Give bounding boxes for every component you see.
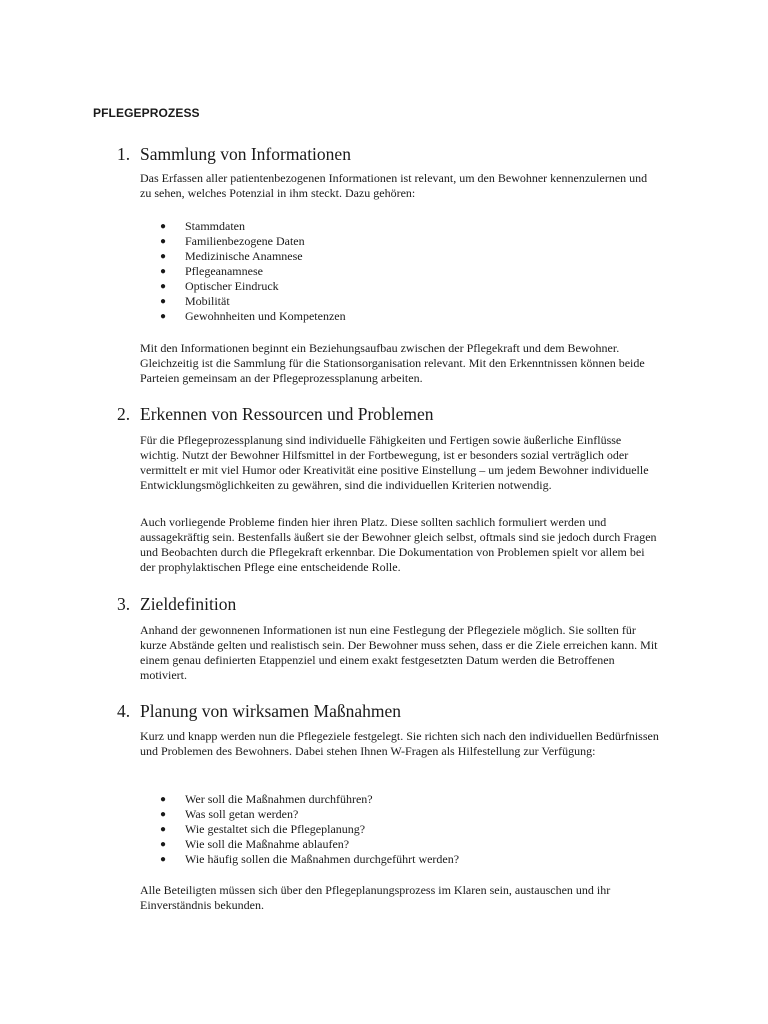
section-2-number: 2. [117, 404, 131, 424]
list-item: ● Optischer Eindruck [160, 279, 279, 293]
section-4-intro: Kurz und knapp werden nun die Pflegeziele festgelegt. Sie richten sich nach den individuellen Bedürfnissen und Problemen des Bewohners. Dabei stehen Ihnen W-Fragen als Hilfestellung zur Verfügung: [140, 729, 659, 758]
bullet-icon: ● [160, 281, 167, 292]
list-item: ● Pflegeanamnese [160, 264, 263, 278]
bullet-icon: ● [160, 251, 167, 262]
list-item: ● Familienbezogene Daten [160, 234, 305, 248]
bullet-icon: ● [160, 296, 167, 307]
section-1-intro: Das Erfassen aller patientenbezogenen Informationen ist relevant, um den Bewohner kennenzulernen und zu sehen, welches Potenzial in ihm steckt. Dazu gehören: [140, 171, 648, 200]
section-3-title: Zieldefinition [140, 594, 237, 614]
section-1-heading [117, 143, 351, 165]
bullet-icon: ● [160, 266, 167, 277]
bullet-icon: ● [160, 236, 167, 247]
section-1-bullet-list [140, 219, 346, 324]
section-3-heading [117, 593, 236, 615]
bullet-icon: ● [160, 854, 167, 865]
list-item: ● Gewohnheiten und Kompetenzen [160, 309, 346, 323]
bullet-icon: ● [160, 839, 167, 850]
section-3-paragraph: Anhand der gewonnenen Informationen ist nun eine Festlegung der Pflegeziele möglich. Sie sollten für kurze Abstände gelten und realistisch sein. Der Bewohner muss sehen, dass er die Ziele erreichen kann. Mit einem genau definierten Etappenziel und einem exakt festgesetzten Datum werden die Betroffenen motiviert. [140, 623, 658, 682]
bullet-icon: ● [160, 221, 167, 232]
section-2-heading [117, 403, 434, 425]
section-4-bullet-list [140, 792, 459, 867]
list-item: ● Wie soll die Maßnahme ablaufen? [160, 837, 350, 851]
section-1-number: 1. [117, 144, 131, 164]
document-title: PFLEGEPROZESS [93, 106, 200, 120]
section-2-title: Erkennen von Ressourcen und Problemen [140, 404, 434, 424]
list-item: ● Wie gestaltet sich die Pflegeplanung? [160, 822, 366, 836]
section-2-paragraph-2: Auch vorliegende Probleme finden hier ihren Platz. Diese sollten sachlich formuliert werden und aussagekräftig sein. Bestenfalls äußert sie der Bewohner gleich selbst, oftmals sind sie jedoch durch Fragen und Beobachten durch die Pflegekraft erkennbar. Die Dokumentation von Problemen spielt vor allem bei der prophylaktischen Pflege eine entscheidende Rolle. [140, 515, 657, 574]
section-1-title: Sammlung von Informationen [140, 144, 351, 164]
list-item: ● Mobilität [160, 294, 230, 308]
bullet-icon: ● [160, 809, 167, 820]
list-item: ● Medizinische Anamnese [160, 249, 303, 263]
list-item: ● Was soll getan werden? [160, 807, 299, 821]
bullet-icon: ● [160, 824, 167, 835]
list-item: ● Stammdaten [160, 219, 245, 233]
bullet-icon: ● [160, 311, 167, 322]
list-item: ● Wer soll die Maßnahmen durchführen? [160, 792, 373, 806]
section-4-number: 4. [117, 701, 131, 721]
section-3-number: 3. [117, 594, 131, 614]
section-1-outro: Mit den Informationen beginnt ein Beziehungsaufbau zwischen der Pflegekraft und dem Bewohner. Gleichzeitig ist die Sammlung für die Stationsorganisation relevant. Mit den Erkenntnissen können beide Parteien gemeinsam an der Pflegeprozessplanung arbeiten. [140, 341, 645, 385]
section-2-paragraph-1: Für die Pflegeprozessplanung sind individuelle Fähigkeiten und Fertigen sowie äußerliche Einflüsse wichtig. Nutzt der Bewohner Hilfsmittel in der Fortbewegung, ist er besonders sozial verträglich oder vermittelt er mit viel Humor oder Kreativität eine positive Einstellung – um jedem Bewohner individuelle Entwicklungsmöglichkeiten zu gewähren, sind die individuellen Kriterien notwendig. [140, 433, 649, 492]
section-4-heading [117, 700, 401, 722]
bullet-icon: ● [160, 794, 167, 805]
section-4-outro: Alle Beteiligten müssen sich über den Pflegeplanungsprozess im Klaren sein, austauschen und ihr Einverständnis bekunden. [140, 883, 611, 912]
section-4-title: Planung von wirksamen Maßnahmen [140, 701, 401, 721]
list-item: ● Wie häufig sollen die Maßnahmen durchgeführt werden? [160, 852, 460, 866]
